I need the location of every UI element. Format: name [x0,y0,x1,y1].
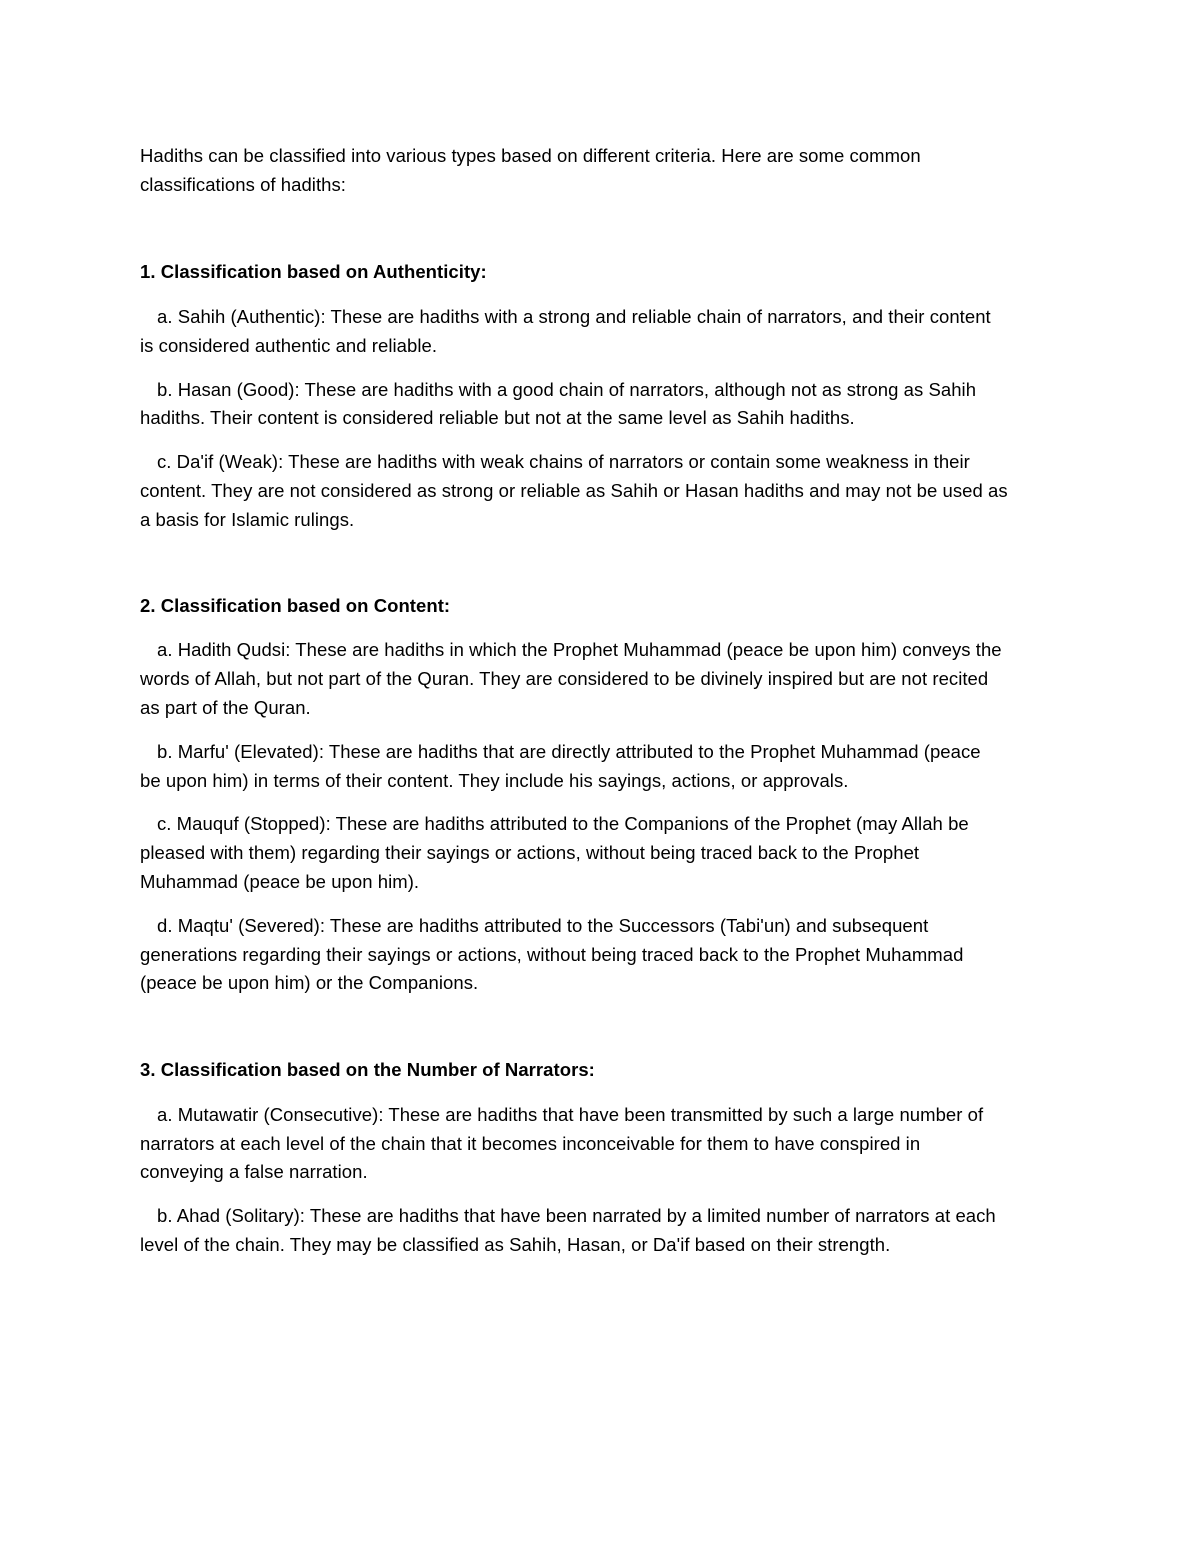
list-item [157,738,981,766]
item-text: be upon him) in terms of their content. They include his sayings, actions, or approvals. [140,770,849,791]
item-text: These are hadiths with a strong and reliable chain of narrators, and their content [325,306,991,327]
item-text: These are hadiths that have been narrated by a limited number of narrators at each [305,1205,996,1226]
item-text: hadiths. Their content is considered reliable but not at the same level as Sahih hadiths. [140,407,855,428]
item-text: a basis for Islamic rulings. [140,509,355,530]
item-term: b. Marfu' (Elevated): [157,741,325,762]
list-item [157,376,976,404]
item-term: a. Sahih (Authentic): [157,306,326,327]
item-text: words of Allah, but not part of the Quran. They are considered to be divinely inspired but are not recited [140,668,989,689]
item-text: These are hadiths with weak chains of narrators or contain some weakness in their [283,451,970,472]
item-text: as part of the Quran. [140,697,311,718]
item-text: conveying a false narration. [140,1161,368,1182]
item-text: Muhammad (peace be upon him). [140,871,420,892]
list-item [157,810,969,838]
item-term: d. Maqtu' (Severed): [157,915,326,936]
section-heading: 1. Classification based on Authenticity: [140,261,487,282]
item-term: c. Mauquf (Stopped): [157,813,331,834]
item-text: (peace be upon him) or the Companions. [140,972,479,993]
item-term: b. Hasan (Good): [157,379,300,400]
list-item [157,303,991,331]
item-text: generations regarding their sayings or actions, without being traced back to the Prophet Muhammad [140,944,964,965]
item-text: is considered authentic and reliable. [140,335,438,356]
list-item [157,636,1002,664]
item-text: These are hadiths attributed to the Successors (Tabi'un) and subsequent [325,915,929,936]
item-text: narrators at each level of the chain that it becomes inconceivable for them to have conspired in [140,1133,921,1154]
list-item [157,912,928,940]
item-term: b. Ahad (Solitary): [157,1205,305,1226]
item-text: level of the chain. They may be classified as Sahih, Hasan, or Da'if based on their strength. [140,1234,891,1255]
item-term: c. Da'if (Weak): [157,451,284,472]
item-text: content. They are not considered as strong or reliable as Sahih or Hasan hadiths and may not be used as [140,480,1008,501]
list-item [157,1101,983,1129]
list-item [157,1202,996,1230]
item-text: These are hadiths that have been transmitted by such a large number of [383,1104,984,1125]
document-page [140,0,1060,1553]
item-term: a. Mutawatir (Consecutive): [157,1104,384,1125]
intro-line: classifications of hadiths: [140,174,346,195]
list-item [157,448,970,476]
section-heading: 3. Classification based on the Number of Narrators: [140,1059,595,1080]
item-text: These are hadiths attributed to the Companions of the Prophet (may Allah be [330,813,969,834]
item-text: These are hadiths that are directly attributed to the Prophet Muhammad (peace [324,741,981,762]
intro-line: Hadiths can be classified into various types based on different criteria. Here are some common [140,145,921,166]
item-text: pleased with them) regarding their sayings or actions, without being traced back to the Prophet [140,842,920,863]
section-heading: 2. Classification based on Content: [140,595,451,616]
item-text: These are hadiths with a good chain of narrators, although not as strong as Sahih [299,379,977,400]
item-term: a. Hadith Qudsi: [157,639,291,660]
item-text: These are hadiths in which the Prophet Muhammad (peace be upon him) conveys the [290,639,1002,660]
